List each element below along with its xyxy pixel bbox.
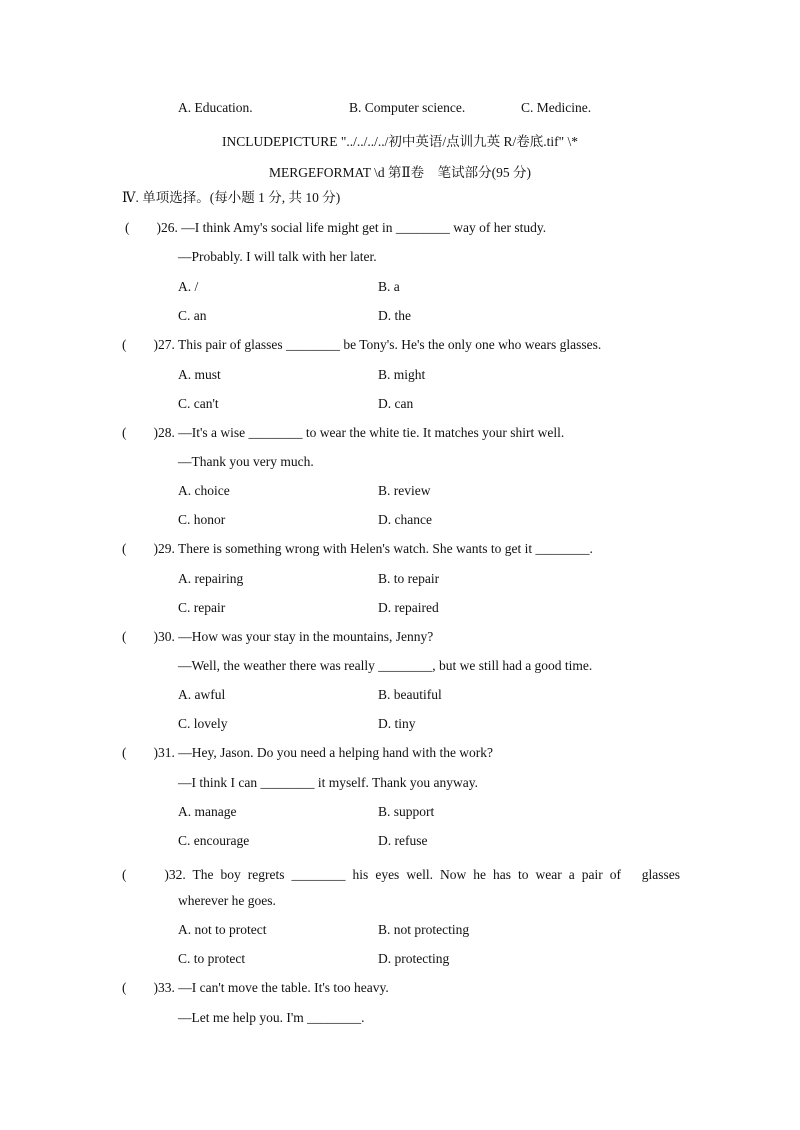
- question-26-option-a: A. /: [178, 279, 199, 294]
- question-26-reply: —Probably. I will talk with her later.: [178, 249, 377, 264]
- question-26-option-d: D. the: [378, 308, 411, 323]
- question-27-option-c: C. can't: [178, 396, 219, 411]
- question-30-stem: ( )30. —How was your stay in the mountains, Jenny?: [122, 629, 434, 644]
- question-31-reply: —I think I can ________ it myself. Thank you anyway.: [178, 775, 478, 790]
- question-32-option-b: B. not protecting: [378, 922, 470, 937]
- field-code-line-2: MERGEFORMAT \d 第Ⅱ卷 笔试部分(95 分): [268, 165, 532, 180]
- question-31-stem: ( )31. —Hey, Jason. Do you need a helping hand with the work?: [122, 745, 494, 760]
- question-32-stem: ( )32. The boy regrets ________ his eyes well. Now he has to wear a pair of glasses: [122, 867, 680, 882]
- top-option-b: B. Computer science.: [349, 100, 466, 115]
- question-31-option-d: D. refuse: [378, 833, 428, 848]
- question-27-option-b: B. might: [378, 367, 426, 382]
- question-28-option-d: D. chance: [378, 512, 432, 527]
- question-29-option-a: A. repairing: [178, 571, 244, 586]
- question-31-option-a: A. manage: [178, 804, 237, 819]
- question-32-option-a: A. not to protect: [178, 922, 267, 937]
- question-32-option-d: D. protecting: [378, 951, 450, 966]
- question-28-stem: ( )28. —It's a wise ________ to wear the white tie. It matches your shirt well.: [122, 425, 565, 440]
- question-30-option-b: B. beautiful: [378, 687, 442, 702]
- question-27-stem: ( )27. This pair of glasses ________ be Tony's. He's the only one who wears glasses.: [122, 337, 602, 352]
- question-28-reply: —Thank you very much.: [178, 454, 314, 469]
- question-28-option-a: A. choice: [178, 483, 230, 498]
- section-heading: Ⅳ. 单项选择。(每小题 1 分, 共 10 分): [122, 190, 341, 205]
- top-option-a: A. Education.: [178, 100, 253, 115]
- question-28-option-c: C. honor: [178, 512, 226, 527]
- field-code-line-1: INCLUDEPICTURE "../../../../初中英语/点训九英 R/卷底.tif" \*: [221, 134, 579, 149]
- question-26-option-b: B. a: [378, 279, 400, 294]
- question-29-stem: ( )29. There is something wrong with Helen's watch. She wants to get it ________.: [122, 541, 593, 556]
- question-31-option-b: B. support: [378, 804, 435, 819]
- question-27-option-d: D. can: [378, 396, 414, 411]
- question-30-option-c: C. lovely: [178, 716, 228, 731]
- question-33-reply: —Let me help you. I'm ________.: [178, 1010, 365, 1025]
- question-26-stem: ( )26. —I think Amy's social life might get in ________ way of her study.: [125, 220, 547, 235]
- question-30-reply: —Well, the weather there was really ________, but we still had a good time.: [178, 658, 593, 673]
- question-29-option-d: D. repaired: [378, 600, 439, 615]
- top-option-c: C. Medicine.: [521, 100, 592, 115]
- question-29-option-c: C. repair: [178, 600, 226, 615]
- question-32-option-c: C. to protect: [178, 951, 246, 966]
- question-27-option-a: A. must: [178, 367, 221, 382]
- question-30-option-d: D. tiny: [378, 716, 416, 731]
- question-32-stem-continued: wherever he goes.: [178, 893, 276, 908]
- question-31-option-c: C. encourage: [178, 833, 250, 848]
- question-33-stem: ( )33. —I can't move the table. It's too heavy.: [122, 980, 389, 995]
- question-26-option-c: C. an: [178, 308, 207, 323]
- question-30-option-a: A. awful: [178, 687, 226, 702]
- question-28-option-b: B. review: [378, 483, 431, 498]
- question-29-option-b: B. to repair: [378, 571, 440, 586]
